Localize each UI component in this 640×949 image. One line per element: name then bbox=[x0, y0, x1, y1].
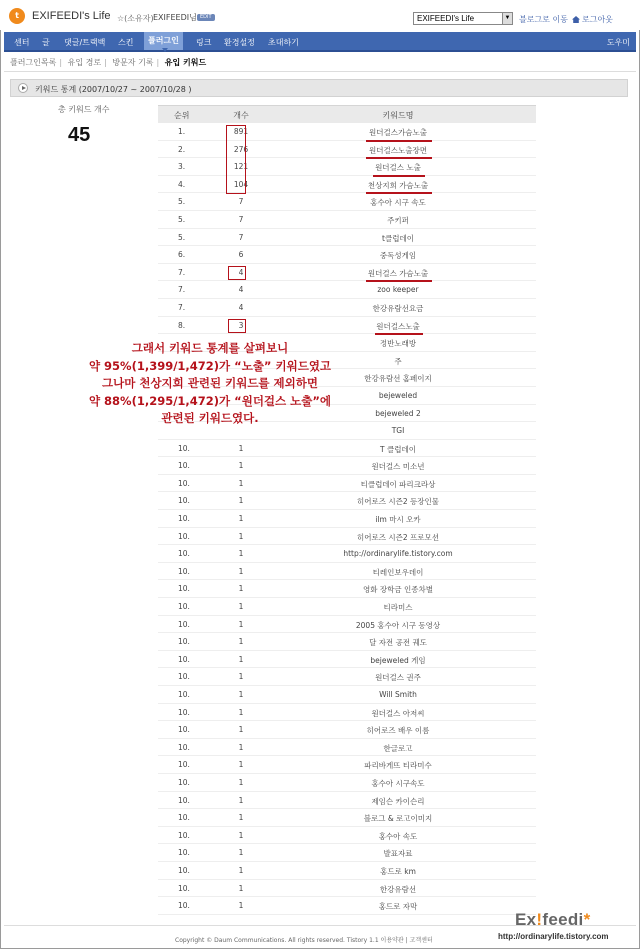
keyword-cell[interactable]: 원더걸스노출장면 bbox=[369, 145, 427, 155]
watermark-url: http://ordinarylife.tistory.com bbox=[498, 932, 609, 941]
keyword-underline bbox=[366, 140, 432, 142]
rank-cell: 7. bbox=[178, 302, 186, 312]
count-cell: 7 bbox=[238, 197, 244, 207]
blog-select[interactable] bbox=[413, 12, 513, 25]
section-header bbox=[10, 79, 628, 97]
table-row bbox=[158, 844, 536, 862]
table-row bbox=[158, 475, 536, 493]
main-nav bbox=[4, 32, 636, 52]
rank-cell: 10. bbox=[178, 672, 190, 682]
table-row bbox=[158, 616, 536, 634]
nav-center[interactable]: 센터 bbox=[14, 38, 30, 47]
rank-cell: 7. bbox=[178, 285, 186, 295]
keyword-underline bbox=[375, 333, 423, 335]
rank-cell: 10. bbox=[178, 690, 190, 699]
keyword-cell[interactable]: 영화 장학금 인종차별 bbox=[363, 585, 433, 595]
table-row bbox=[158, 633, 536, 651]
keyword-cell[interactable]: http://ordinarylife.tistory.com bbox=[343, 549, 453, 559]
keyword-cell[interactable]: 히어로즈 시즌2 등장인물 bbox=[357, 497, 439, 507]
table-row bbox=[158, 440, 536, 458]
keyword-cell[interactable]: 한글로고 bbox=[383, 743, 413, 753]
keyword-cell[interactable]: zoo keeper bbox=[377, 285, 419, 295]
count-cell: 4 bbox=[238, 285, 244, 295]
keyword-cell[interactable]: 제임슨 카이슨리 bbox=[371, 796, 425, 806]
count-cell: 1 bbox=[238, 443, 244, 453]
keyword-underline bbox=[373, 175, 425, 177]
subnav-keywords[interactable]: 유입 키워드 bbox=[164, 58, 207, 67]
table-row bbox=[158, 123, 536, 141]
rank-cell: 10. bbox=[178, 478, 190, 488]
rank-cell: 10. bbox=[178, 865, 190, 875]
blog-select-value: EXIFEEDI's Life bbox=[417, 14, 475, 23]
table-row bbox=[158, 281, 536, 299]
table-row bbox=[158, 739, 536, 757]
rank-cell: 8. bbox=[178, 320, 186, 330]
rank-cell: 7. bbox=[178, 267, 186, 277]
table-row bbox=[158, 897, 536, 915]
rank-cell: 10. bbox=[178, 637, 190, 647]
edit-badge[interactable]: EDIT bbox=[197, 14, 215, 21]
rank-cell: 10. bbox=[178, 443, 190, 453]
count-highlight-box bbox=[228, 319, 246, 333]
rank-cell: 10. bbox=[178, 654, 190, 664]
table-row bbox=[158, 457, 536, 475]
keyword-cell[interactable]: bejeweled 2 bbox=[375, 408, 421, 418]
count-cell: 6 bbox=[238, 250, 244, 260]
table-row bbox=[158, 668, 536, 686]
count-cell: 1 bbox=[238, 777, 244, 787]
count-cell: 1 bbox=[238, 883, 244, 893]
subnav-plugin-list[interactable]: 플러그인목록 bbox=[10, 58, 57, 67]
rank-cell: 5. bbox=[178, 197, 186, 207]
table-row bbox=[158, 686, 536, 704]
count-cell: 1 bbox=[238, 672, 244, 682]
table-row bbox=[158, 721, 536, 739]
keyword-cell[interactable]: 파리바게뜨 티라미수 bbox=[364, 761, 432, 771]
table-row bbox=[158, 246, 536, 264]
table-row bbox=[158, 299, 536, 317]
rank-cell: 10. bbox=[178, 549, 190, 559]
keyword-cell[interactable]: 주 bbox=[394, 356, 402, 366]
watermark-logo: Ex!feedi* bbox=[515, 910, 591, 929]
keyword-cell[interactable]: 티레인보우데이 bbox=[372, 567, 424, 577]
keyword-cell[interactable]: 히어로즈 시즌2 프로모션 bbox=[357, 532, 439, 542]
count-cell: 1 bbox=[238, 848, 244, 858]
rank-cell: 10. bbox=[178, 619, 190, 629]
rank-cell: 10. bbox=[178, 531, 190, 541]
nav-comments[interactable]: 댓글/트랙백 bbox=[64, 38, 106, 47]
annotation-line: 약 88%(1,295/1,472)가 “원더걸스 노출”에 bbox=[88, 393, 332, 408]
annotation-text bbox=[60, 340, 360, 428]
keyword-underline bbox=[366, 192, 432, 194]
goto-blog-link[interactable]: 블로그로 이동 bbox=[519, 15, 568, 24]
rank-cell: 10. bbox=[178, 777, 190, 787]
keyword-cell[interactable]: bejeweled bbox=[378, 390, 418, 400]
table-row bbox=[158, 264, 536, 282]
keyword-cell[interactable]: 히어로즈 배우 이름 bbox=[366, 726, 430, 736]
keyword-cell[interactable]: 홍드로 km bbox=[380, 866, 416, 876]
keyword-cell[interactable]: 티라미스 bbox=[383, 603, 413, 613]
keyword-cell[interactable]: ilm 마시 오카 bbox=[375, 515, 421, 525]
annotation-line: 약 95%(1,399/1,472)가 “노출” 키워드였고 bbox=[88, 358, 332, 373]
table-row bbox=[158, 563, 536, 581]
rank-cell: 10. bbox=[178, 742, 190, 752]
annotation-line: 관련된 키워드였다. bbox=[161, 411, 259, 425]
rank-cell: 10. bbox=[178, 584, 190, 594]
header-count: 개수 bbox=[233, 111, 249, 120]
rank-cell: 10. bbox=[178, 602, 190, 612]
table-row bbox=[158, 158, 536, 176]
count-cell: 1 bbox=[238, 813, 244, 823]
count-cell: 7 bbox=[238, 232, 244, 242]
rank-cell: 10. bbox=[178, 901, 190, 911]
keyword-cell[interactable]: 홍드로 자막 bbox=[378, 902, 418, 912]
rank-cell: 2. bbox=[178, 144, 186, 154]
keyword-cell[interactable]: 원더걸스가슴노출 bbox=[369, 128, 427, 137]
rank-cell: 10. bbox=[178, 813, 190, 823]
table-body bbox=[158, 123, 536, 915]
keyword-cell[interactable]: 블로그 & 로고이미지 bbox=[363, 814, 433, 824]
logout-label: 로그아웃 bbox=[582, 15, 613, 24]
footer-copyright: Copyright © Daum Communications. All rights reserved. Tistory 1.1 이용약관 | 고객센터 bbox=[175, 937, 433, 944]
count-cell: 121 bbox=[233, 162, 249, 172]
keyword-cell[interactable]: 주키퍼 bbox=[387, 215, 409, 225]
keyword-cell[interactable]: t클럽데이 bbox=[382, 233, 414, 243]
nav-skin[interactable]: 스킨 bbox=[118, 38, 134, 47]
divider bbox=[4, 71, 636, 72]
rank-cell: 10. bbox=[178, 883, 190, 893]
rank-cell: 10. bbox=[178, 707, 190, 717]
count-cell: 1 bbox=[238, 461, 244, 471]
table-row bbox=[158, 792, 536, 810]
count-cell: 1 bbox=[238, 619, 244, 629]
total-keywords-value: 45 bbox=[68, 124, 91, 146]
count-cell: 1 bbox=[238, 496, 244, 506]
nav-invite[interactable]: 초대하기 bbox=[268, 38, 299, 47]
table-row bbox=[158, 774, 536, 792]
table-row bbox=[158, 492, 536, 510]
annotation-line: 그래서 키워드 통계를 살펴보니 bbox=[131, 341, 289, 355]
table-row bbox=[158, 756, 536, 774]
count-cell: 1 bbox=[238, 725, 244, 735]
table-row bbox=[158, 580, 536, 598]
rank-cell: 1. bbox=[178, 127, 186, 136]
header-keyword: 키워드명 bbox=[382, 111, 414, 120]
keyword-cell[interactable]: 원더걸스노출 bbox=[376, 321, 420, 331]
count-cell: 1 bbox=[238, 830, 244, 840]
subnav-visitor-log[interactable]: 방문자 기록 bbox=[112, 58, 154, 67]
nickname: EXIFEEDI님 bbox=[153, 13, 197, 22]
keyword-cell[interactable]: 홍수아 시구속도 bbox=[371, 778, 425, 788]
top-bar bbox=[0, 0, 640, 30]
count-cell: 1 bbox=[238, 602, 244, 612]
table-row bbox=[158, 317, 536, 335]
keyword-cell[interactable]: Will Smith bbox=[379, 690, 417, 699]
keyword-cell[interactable]: 2005 홍수아 시구 동영상 bbox=[355, 620, 441, 630]
blog-title[interactable]: EXIFEEDI's Life bbox=[32, 10, 111, 22]
count-cell: 7 bbox=[238, 214, 244, 224]
nav-plugins[interactable]: 플러그인 bbox=[144, 32, 183, 50]
table-row bbox=[158, 809, 536, 827]
keyword-cell[interactable]: 한강유람선 홈페이지 bbox=[364, 374, 432, 384]
table-row bbox=[158, 651, 536, 669]
logout-link[interactable] bbox=[572, 14, 613, 25]
home-icon bbox=[572, 16, 580, 23]
count-cell: 1 bbox=[238, 637, 244, 647]
keyword-table bbox=[158, 105, 536, 915]
keyword-cell[interactable]: 원더걸스 권주 bbox=[375, 673, 421, 683]
count-cell: 1 bbox=[238, 865, 244, 875]
count-cell: 1 bbox=[238, 690, 244, 699]
count-cell: 4 bbox=[238, 302, 244, 312]
keyword-cell[interactable]: T 클럽데이 bbox=[380, 444, 416, 454]
owner-label: ☆(소유자) bbox=[117, 14, 154, 23]
nav-posts[interactable]: 글 bbox=[42, 38, 50, 47]
keyword-cell[interactable]: 원더걸스 가슴노출 bbox=[367, 268, 429, 278]
count-cell: 1 bbox=[238, 707, 244, 717]
count-cell: 1 bbox=[238, 549, 244, 559]
keyword-cell[interactable]: 정반노래방 bbox=[379, 339, 417, 349]
keyword-cell[interactable]: TGI bbox=[391, 426, 405, 436]
keyword-cell[interactable]: 홍수아 시구 속도 bbox=[370, 198, 426, 208]
nav-settings[interactable]: 환경설정 bbox=[224, 38, 255, 47]
count-cell: 891 bbox=[233, 127, 249, 136]
keyword-cell[interactable]: 홍수아 속도 bbox=[378, 831, 418, 841]
table-row bbox=[158, 545, 536, 563]
tistory-logo-icon[interactable]: t bbox=[9, 8, 25, 24]
table-row bbox=[158, 704, 536, 722]
table-header bbox=[158, 105, 536, 123]
table-row bbox=[158, 528, 536, 546]
count-cell: 4 bbox=[238, 267, 244, 277]
section-title: 키워드 통계 (2007/10/27 ~ 2007/10/28 ) bbox=[35, 85, 192, 94]
count-cell: 1 bbox=[238, 760, 244, 770]
keyword-cell[interactable]: bejeweled 게임 bbox=[370, 655, 426, 665]
keyword-cell[interactable]: 달 자전 공전 궤도 bbox=[369, 638, 427, 648]
count-cell: 1 bbox=[238, 795, 244, 805]
table-row bbox=[158, 193, 536, 211]
rank-cell: 10. bbox=[178, 760, 190, 770]
table-row bbox=[158, 229, 536, 247]
keyword-cell[interactable]: 한강유람선요금 bbox=[372, 303, 424, 313]
rank-cell: 10. bbox=[178, 848, 190, 858]
table-row bbox=[158, 827, 536, 845]
count-cell: 3 bbox=[238, 320, 244, 330]
keyword-cell[interactable]: 원더걸스 미소년 bbox=[371, 462, 425, 472]
rank-cell: 10. bbox=[178, 496, 190, 506]
count-cell: 1 bbox=[238, 584, 244, 594]
sub-nav: 플러그인목록 | 유입 경로 | 방문자 기록 | 유입 키워드 bbox=[10, 58, 207, 67]
count-cell: 1 bbox=[238, 566, 244, 576]
keyword-underline bbox=[366, 157, 432, 159]
total-keywords-label: 총 키워드 개수 bbox=[58, 105, 110, 114]
rank-cell: 3. bbox=[178, 162, 186, 172]
keyword-cell[interactable]: 원더걸스 노출 bbox=[375, 163, 421, 173]
table-row bbox=[158, 211, 536, 229]
rank-cell: 10. bbox=[178, 725, 190, 735]
rank-cell: 10. bbox=[178, 461, 190, 471]
count-cell: 1 bbox=[238, 531, 244, 541]
keyword-cell[interactable]: 중독성게임 bbox=[379, 251, 417, 261]
count-cell: 1 bbox=[238, 742, 244, 752]
count-cell: 104 bbox=[233, 179, 249, 189]
arrow-bullet-icon bbox=[18, 83, 28, 93]
count-cell: 276 bbox=[233, 144, 249, 154]
nav-help[interactable]: 도우미 bbox=[606, 38, 630, 47]
table-row bbox=[158, 141, 536, 159]
subnav-referrer[interactable]: 유입 경로 bbox=[67, 58, 102, 67]
count-cell: 1 bbox=[238, 901, 244, 911]
keyword-cell[interactable]: 한강유람선 bbox=[379, 884, 417, 894]
nav-links[interactable]: 링크 bbox=[196, 38, 212, 47]
table-row bbox=[158, 176, 536, 194]
table-row bbox=[158, 598, 536, 616]
rank-cell: 10. bbox=[178, 795, 190, 805]
table-row bbox=[158, 862, 536, 880]
annotation-line: 그나마 천상지희 관련된 키워드를 제외하면 bbox=[102, 376, 318, 390]
chevron-down-icon[interactable]: ▼ bbox=[502, 13, 512, 24]
rank-cell: 5. bbox=[178, 232, 186, 242]
rank-cell: 10. bbox=[178, 566, 190, 576]
rank-cell: 10. bbox=[178, 830, 190, 840]
count-cell: 1 bbox=[238, 514, 244, 524]
table-row bbox=[158, 510, 536, 528]
keyword-underline bbox=[366, 280, 432, 282]
keyword-cell[interactable]: 원더걸스 아저씨 bbox=[371, 708, 425, 718]
active-tab-caret bbox=[162, 48, 168, 52]
rank-cell: 5. bbox=[178, 214, 186, 224]
rank-cell: 10. bbox=[178, 514, 190, 524]
rank-cell: 6. bbox=[178, 250, 186, 260]
rank-cell: 4. bbox=[178, 179, 186, 189]
keyword-cell[interactable]: 천상지희 가슴노출 bbox=[367, 180, 429, 190]
count-highlight-box bbox=[228, 266, 246, 280]
count-cell: 1 bbox=[238, 478, 244, 488]
table-row bbox=[158, 880, 536, 898]
header-rank: 순위 bbox=[174, 111, 190, 120]
keyword-cell[interactable]: 티클럽데이 파리크라상 bbox=[360, 479, 436, 489]
count-highlight-box bbox=[226, 125, 246, 194]
keyword-cell[interactable]: 발표자료 bbox=[383, 849, 413, 859]
count-cell: 1 bbox=[238, 654, 244, 664]
